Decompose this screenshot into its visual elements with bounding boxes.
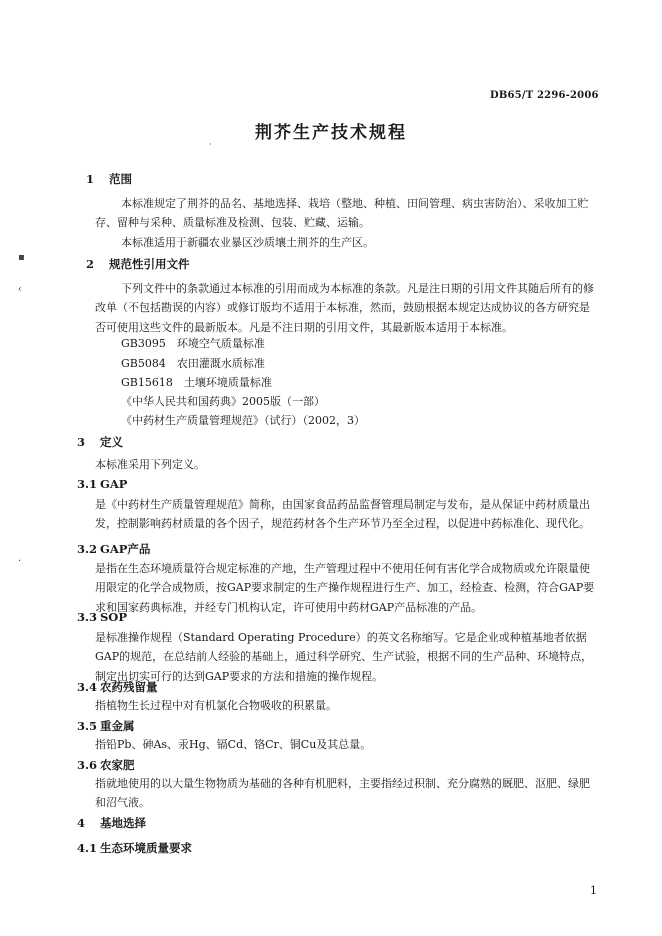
subsection-number: 4.1 (77, 841, 98, 855)
subsection-term: 重金属 (100, 719, 135, 733)
definition-text: 是《中药材生产质量管理规范》简称，由国家食品药品监督管理局制定与发布，是从保证中药材质量出发，控制影响药材质量的各个因子，规范药材各个生产环节乃至全过程，以促进中药标准化、现代化。 (95, 498, 590, 531)
subsection-number: 3.5 (77, 719, 98, 733)
section-4-heading (77, 815, 146, 831)
subsection-heading (77, 610, 127, 624)
subsection-term: GAP (100, 477, 128, 491)
definition-text: 指铅Pb、砷As、汞Hg、镉Cd、铬Cr、铜Cu及其总量。 (95, 738, 372, 751)
subsection-number: 3.4 (77, 680, 98, 694)
reference-item: GB5084 农田灌溉水质标准 (121, 357, 265, 370)
subsection-term: 农家肥 (100, 758, 135, 772)
section-3-intro: 本标准采用下列定义。 (95, 458, 205, 471)
section-title: 定义 (100, 435, 123, 449)
section-2-heading (86, 256, 190, 272)
subsection-number: 3.2 (77, 542, 98, 556)
reference-item: GB3095 环境空气质量标准 (121, 337, 265, 350)
definition-text: 指植物生长过程中对有机氯化合物吸收的积累量。 (95, 699, 337, 712)
subsection-term: SOP (100, 610, 127, 624)
section-title: 规范性引用文件 (109, 257, 190, 271)
section-title: 范围 (109, 172, 132, 186)
section-2-paragraph: 下列文件中的条款通过本标准的引用而成为本标准的条款。凡是注日期的引用文件其随后所有的修改单（不包括勘误的内容）或修订版均不适用于本标准，然而，鼓励根据本规定达成协议的各方研究是否可使用这些文件的最新版本。凡是不注日期的引用文件，其最新版本适用于本标准。 (95, 282, 594, 334)
subsection-heading (77, 757, 135, 773)
page-number: 1 (590, 884, 597, 897)
subsection-heading (77, 718, 135, 734)
subsection-number: 3.6 (77, 758, 98, 772)
subsection-title: 生态环境质量要求 (100, 841, 192, 855)
section-1-paragraph: 本标准规定了荆芥的品名、基地选择、栽培（整地、种植、田间管理、病虫害防治）、采收加工贮存、留种与采种、质量标准及检测、包装、贮藏、运输。 (95, 197, 589, 230)
definition-text: 指就地使用的以大量生物物质为基础的各种有机肥料，主要指经过积制、充分腐熟的厩肥、沤肥、绿肥和沼气液。 (95, 777, 590, 810)
section-number: 1 (86, 172, 95, 186)
scan-mark: ‹ (18, 284, 22, 295)
subsection-heading (77, 477, 127, 491)
section-number: 4 (77, 816, 86, 830)
subsection-term: GAP产品 (100, 542, 151, 556)
scan-mark: ▪ (18, 252, 25, 263)
reference-item: GB15618 土壤环境质量标准 (121, 376, 272, 389)
document-title: 荆芥生产技术规程 (255, 123, 407, 143)
subsection-heading (77, 840, 192, 856)
definition-text: 是指在生态环境质量符合规定标准的产地，生产管理过程中不使用任何有害化学合成物质或允许限量使用限定的化学合成物质，按GAP要求制定的生产操作规程进行生产、加工，经检查、检测，符合GAP要求和国家药典标准，并经专门机构认定，许可使用中药材GAP产品标准的产品。 (95, 562, 595, 614)
section-number: 2 (86, 257, 95, 271)
scan-mark: · (18, 556, 22, 567)
reference-item: 《中药材生产质量管理规范》（试行）（2002，3） (121, 414, 365, 427)
section-title: 基地选择 (100, 816, 146, 830)
section-1-heading (86, 171, 132, 187)
section-number: 3 (77, 435, 86, 449)
subsection-term: 农药残留量 (100, 680, 158, 694)
section-3-heading (77, 434, 123, 450)
subsection-number: 3.3 (77, 610, 98, 624)
scan-mark: · (209, 140, 212, 149)
subsection-number: 3.1 (77, 477, 98, 491)
subsection-heading (77, 679, 158, 695)
definition-text: 是标准操作规程（Standard Operating Procedure）的英文名称缩写。它是企业或种植基地者依据GAP的规范，在总结前人经验的基础上，通过科学研究、生产试验，根据不同的生产品种、环境特点，制定出切实可行的达到GAP要求的方法和措施的操作规程。 (95, 631, 593, 683)
reference-item: 《中华人民共和国药典》2005版（一部） (121, 395, 325, 408)
section-1-paragraph: 本标准适用于新疆农业暴区沙质壤土荆芥的生产区。 (121, 236, 374, 249)
document-code: DB65/T 2296-2006 (490, 90, 599, 101)
subsection-heading (77, 541, 150, 557)
